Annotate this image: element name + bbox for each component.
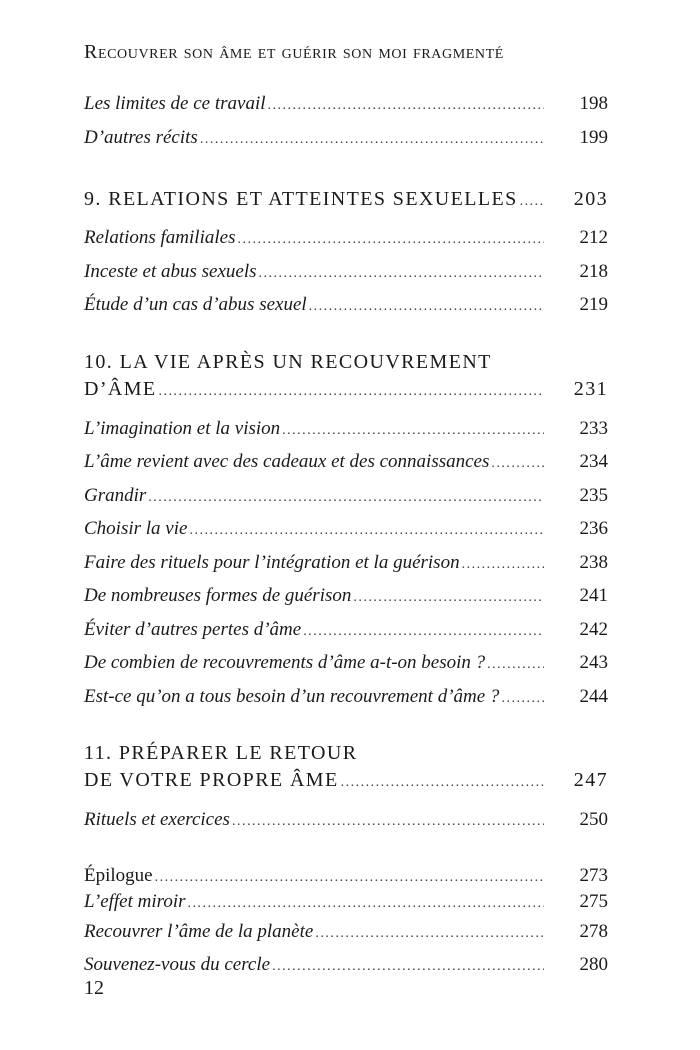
toc-entry-page: 212 [579,227,608,248]
toc-entry [84,413,608,447]
toc-entry-page: 280 [579,954,608,975]
toc-entry-title: Faire des rituels pour l’intégration et la guérison [84,551,460,573]
running-head: Recouvrer son âme et guérir son moi fragmenté [84,41,504,63]
dot-leader [159,378,544,405]
spacer [84,838,608,864]
toc-entry-page: 250 [579,809,608,830]
toc-entry [84,513,608,547]
toc-entry-page: 278 [579,920,608,942]
toc-entry [84,289,608,323]
toc-entry-page: 242 [579,618,608,640]
toc-entry [84,890,608,916]
toc-entry-title: L’imagination et la vision [84,417,281,439]
chapter-title-line2: D’ÂME [84,377,157,400]
spacer [84,323,608,349]
toc-entry-page: 238 [579,551,608,573]
epilogue-heading [84,864,608,890]
dot-leader [189,515,544,547]
toc-entry-title: Relations familiales [84,227,236,248]
toc-entry-page: 235 [579,484,608,506]
toc-entry [84,122,608,156]
toc-entry-page: 199 [579,126,608,148]
chapter-page: 203 [573,188,608,210]
dot-leader [259,258,544,290]
chapter-title-line2: DE VOTRE PROPRE ÂME [84,769,339,791]
chapter-11 [84,740,608,796]
toc-entry-title: Est-ce qu’on a tous besoin d’un recouvrement d’âme ? [84,685,500,707]
toc-entry-title: De combien de recouvrements d’âme a-t-on besoin ? [84,652,486,673]
toc-entry-title: L’âme revient avec des cadeaux et des connaissances [84,451,490,472]
spacer [84,405,608,413]
dot-leader [462,549,544,581]
toc-entry-title: Choisir la vie [84,518,188,539]
toc-entry [84,256,608,290]
dot-leader [341,769,544,796]
dot-leader [188,892,544,916]
toc-entry-title: Rituels et exercices [84,809,230,830]
toc-entry-title: Inceste et abus sexuels [84,260,257,282]
dot-leader [237,224,544,256]
toc-entry-title: L’effet miroir [84,890,186,912]
spacer [84,714,608,740]
dot-leader [520,186,544,218]
toc-entry-page: 244 [579,685,608,707]
dot-leader [491,448,544,480]
toc-entry [84,547,608,581]
toc-entry [84,614,608,648]
toc-entry-title: Éviter d’autres pertes d’âme [84,618,302,640]
toc-entry-page: 219 [579,294,608,315]
toc-entry-page: 275 [579,890,608,912]
toc-entry-page: 241 [579,585,608,606]
dot-leader [232,806,544,838]
chapter-heading [84,376,608,405]
spacer [84,796,608,804]
toc-entry-page: 236 [579,518,608,539]
toc-entry-title: De nombreuses formes de guérison [84,585,352,606]
toc-entry [84,949,608,983]
toc-entry-page: 234 [579,451,608,472]
toc-entry [84,480,608,514]
toc-entry-page: 233 [579,417,608,439]
toc-entry [84,681,608,715]
chapter-9 [84,183,608,218]
dot-leader [315,918,544,950]
chapter-title: 9. RELATIONS ET ATTEINTES SEXUELLES [84,188,518,210]
toc-entry-title: Grandir [84,484,147,506]
chapter-heading [84,767,608,796]
toc-entry-page: 218 [579,260,608,282]
toc-entry [84,88,608,122]
toc-entry [84,916,608,950]
chapter-10 [84,349,608,405]
dot-leader [155,866,544,890]
chapter-heading [84,183,608,218]
toc-entry-title: Souvenez-vous du cercle [84,954,271,975]
chapter-page: 231 [573,377,608,400]
chapter-title-line1: 11. PRÉPARER LE RETOUR [84,742,358,764]
spacer [84,155,608,183]
toc-page [84,38,608,983]
epilogue-page: 273 [579,864,608,886]
chapter-title-line1: 10. LA VIE APRÈS UN RECOUVREMENT [84,350,492,373]
toc-entry [84,804,608,838]
dot-leader [353,582,544,614]
toc-entry-title: Les limites de ce travail [84,93,266,114]
dot-leader [272,951,544,983]
toc-entry-title: Recouvrer l’âme de la planète [84,920,314,942]
dot-leader [268,90,544,122]
toc-entry-page: 243 [579,652,608,673]
dot-leader [148,482,544,514]
dot-leader [501,683,544,715]
chapter-page: 247 [573,769,608,791]
toc-entry-title: Étude d’un cas d’abus sexuel [84,294,307,315]
dot-leader [303,616,544,648]
page-number: 12 [84,977,104,999]
dot-leader [309,291,544,323]
toc-entry-page: 198 [579,93,608,114]
toc-entry [84,647,608,681]
dot-leader [282,415,544,447]
toc-entry-title: D’autres récits [84,126,198,148]
epilogue-title: Épilogue [84,864,153,886]
toc-entry [84,580,608,614]
dot-leader [200,124,544,156]
toc-entry [84,222,608,256]
toc-entry [84,446,608,480]
dot-leader [487,649,544,681]
